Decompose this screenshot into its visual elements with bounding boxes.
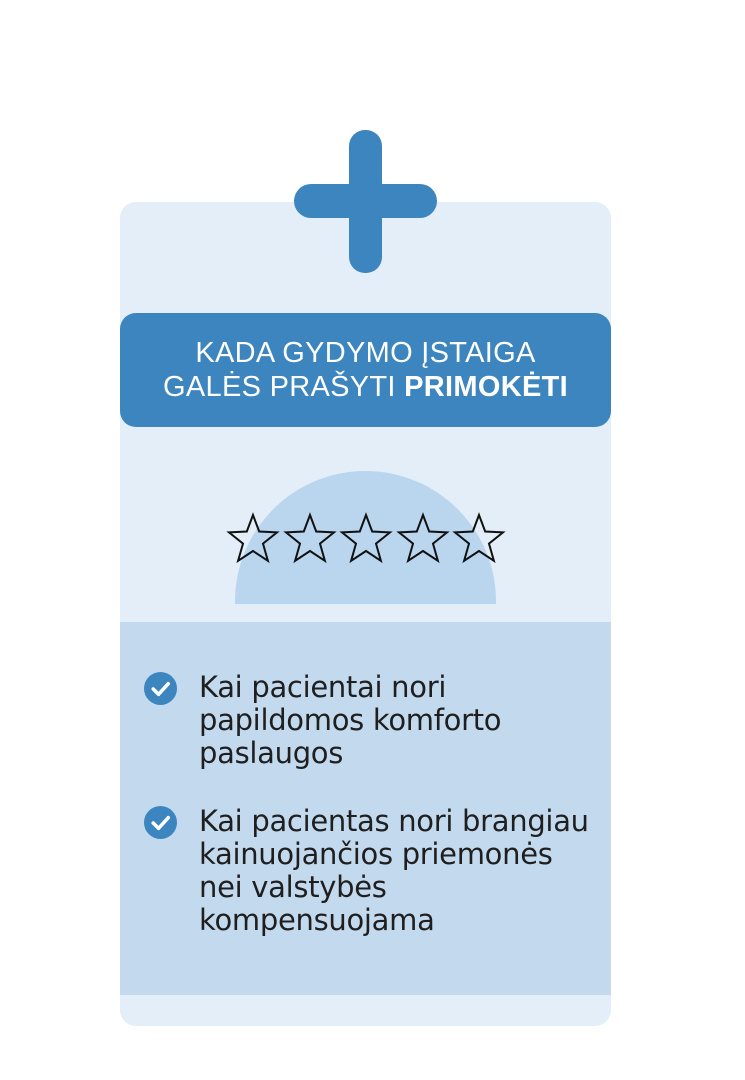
check-circle-icon	[143, 671, 178, 706]
check-circle-icon	[143, 805, 178, 840]
list-item-text: Kai pacientas nori brangiau kainuojančios priemonės nei valstybės kompensuojama	[199, 804, 589, 937]
title-banner	[120, 313, 611, 427]
star-outline-icon	[452, 512, 506, 566]
star-outline-icon	[339, 512, 393, 566]
title-line-2	[163, 370, 568, 404]
title-line-2-regular: GALĖS PRAŠYTI	[163, 371, 405, 403]
title-line-1: KADA GYDYMO ĮSTAIGA	[195, 337, 536, 369]
list-item-text: Kai pacientai nori papildomos komforto paslaugos	[199, 670, 502, 770]
star-outline-icon	[283, 512, 337, 566]
star-outline-icon	[396, 512, 450, 566]
star-rating	[226, 512, 506, 566]
star-outline-icon	[226, 512, 280, 566]
title-line-2-bold: PRIMOKĖTI	[404, 371, 568, 403]
